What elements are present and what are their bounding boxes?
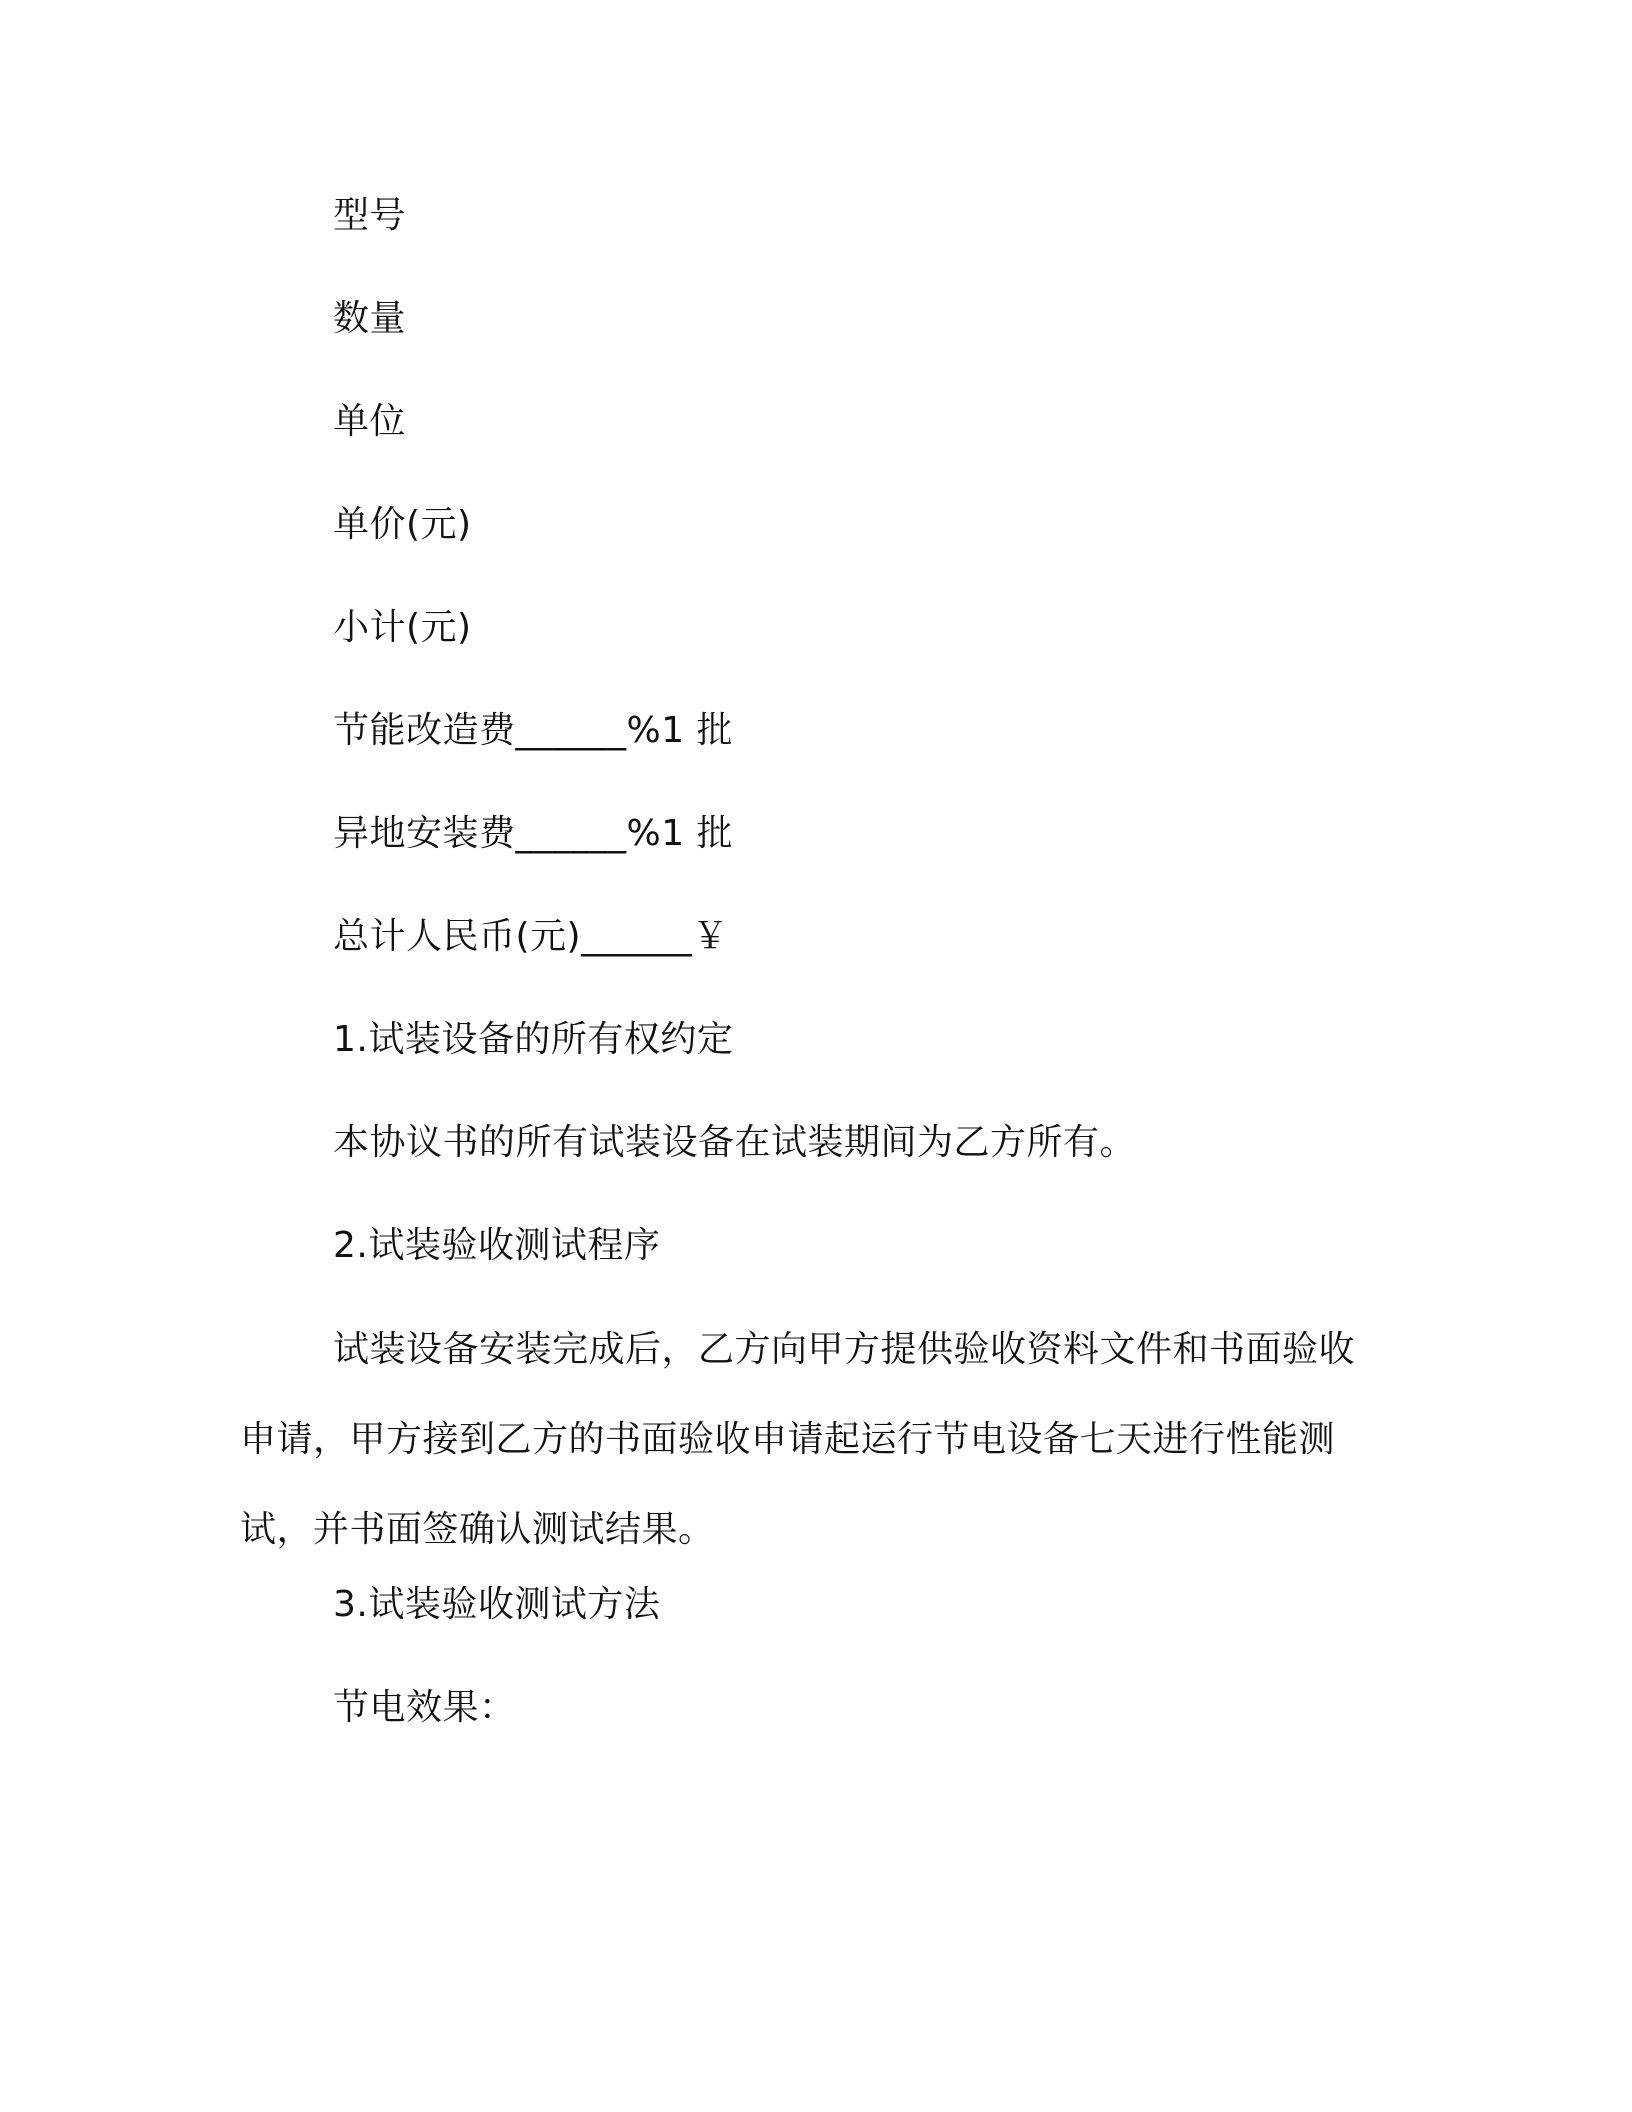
item-total: 总计人民币(元)______￥	[333, 916, 729, 957]
section-3-subheading: 节电效果：	[333, 1687, 516, 1728]
item-quantity: 数量	[333, 298, 407, 339]
section-3-title: 3.试装验收测试方法	[333, 1584, 661, 1625]
section-1-body: 本协议书的所有试装设备在试装期间为乙方所有。	[333, 1122, 1137, 1163]
section-2-body: 试装设备安装完成后，乙方向甲方提供验收资料文件和书面验收申请，甲方接到乙方的书面验收申请起运行节电设备七天进行性能测试，并书面签确认测试结果。	[240, 1329, 1356, 1550]
item-model: 型号	[333, 195, 407, 236]
section-2-title: 2.试装验收测试程序	[333, 1225, 661, 1266]
item-unit-price: 单价(元)	[333, 504, 472, 545]
item-unit: 单位	[333, 401, 407, 442]
item-retrofit-fee: 节能改造费______%1 批	[333, 710, 734, 751]
section-1-title: 1.试装设备的所有权约定	[333, 1019, 734, 1060]
item-subtotal: 小计(元)	[333, 607, 472, 648]
item-remote-install-fee: 异地安装费______%1 批	[333, 813, 734, 854]
